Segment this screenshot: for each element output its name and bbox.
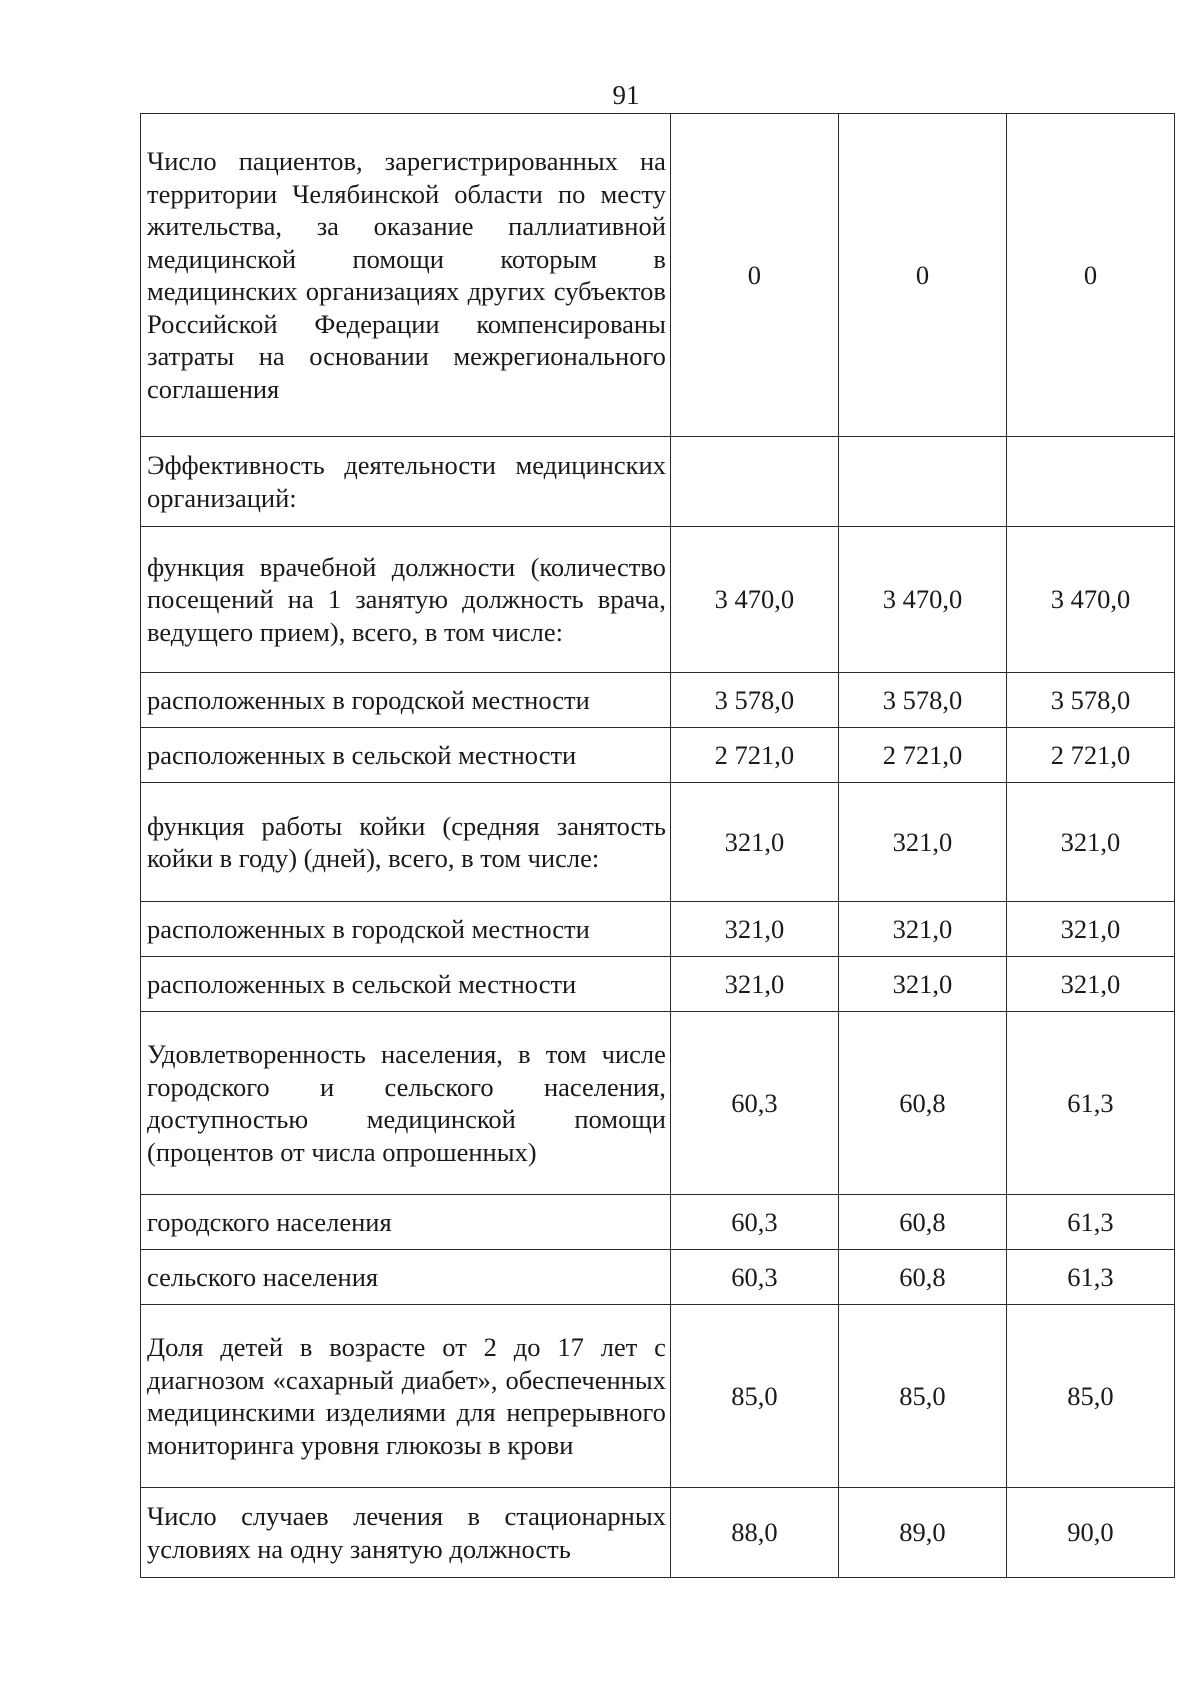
- table-row: [141, 1012, 1175, 1195]
- row-value-1: 321,0: [670, 902, 838, 957]
- row-value-2: 0: [838, 114, 1006, 437]
- table-row: [141, 527, 1175, 673]
- row-value-3: 61,3: [1006, 1250, 1174, 1305]
- row-value-2: 60,8: [838, 1012, 1006, 1195]
- row-value-1: 3 578,0: [670, 673, 838, 728]
- table-row: [141, 114, 1175, 437]
- row-value-2: 3 578,0: [838, 673, 1006, 728]
- row-value-1: 85,0: [670, 1305, 838, 1488]
- row-value-1: [670, 437, 838, 527]
- row-value-1: 60,3: [670, 1250, 838, 1305]
- table-row: [141, 902, 1175, 957]
- row-label: Число случаев лечения в стационарных условиях на одну занятую должность: [141, 1488, 671, 1578]
- row-value-2: 321,0: [838, 902, 1006, 957]
- row-value-3: [1006, 437, 1174, 527]
- row-value-2: 85,0: [838, 1305, 1006, 1488]
- row-label: расположенных в городской местности: [141, 902, 671, 957]
- row-label: городского населения: [141, 1195, 671, 1250]
- row-value-3: 3 470,0: [1006, 527, 1174, 673]
- row-value-3: 0: [1006, 114, 1174, 437]
- row-label: Эффективность деятельности медицинских организаций:: [141, 437, 671, 527]
- row-value-2: 321,0: [838, 957, 1006, 1012]
- row-value-2: [838, 437, 1006, 527]
- table-row: [141, 437, 1175, 527]
- row-value-2: 60,8: [838, 1250, 1006, 1305]
- row-label: расположенных в сельской местности: [141, 957, 671, 1012]
- table-row: [141, 728, 1175, 783]
- table-row: [141, 957, 1175, 1012]
- row-value-1: 3 470,0: [670, 527, 838, 673]
- row-label: расположенных в сельской местности: [141, 728, 671, 783]
- indicator-table: [140, 113, 1175, 1578]
- row-value-3: 90,0: [1006, 1488, 1174, 1578]
- row-label: сельского населения: [141, 1250, 671, 1305]
- page-number: 91: [612, 80, 640, 110]
- row-label: Доля детей в возрасте от 2 до 17 лет с диагнозом «сахарный диабет», обеспеченных медицинскими изделиями для непрерывного мониторинга уровня глюкозы в крови: [141, 1305, 671, 1488]
- row-value-2: 321,0: [838, 783, 1006, 902]
- row-value-1: 0: [670, 114, 838, 437]
- row-value-3: 61,3: [1006, 1012, 1174, 1195]
- row-value-2: 2 721,0: [838, 728, 1006, 783]
- table-row: [141, 1305, 1175, 1488]
- row-label: функция работы койки (средняя занятость койки в году) (дней), всего, в том числе:: [141, 783, 671, 902]
- row-value-3: 321,0: [1006, 902, 1174, 957]
- row-value-2: 3 470,0: [838, 527, 1006, 673]
- table-row: [141, 673, 1175, 728]
- row-label: Удовлетворенность населения, в том числе городского и сельского населения, доступностью медицинской помощи (процентов от числа опрошенных): [141, 1012, 671, 1195]
- row-label: Число пациентов, зарегистрированных на территории Челябинской области по месту жительства, за оказание паллиативной медицинской помощи которым в медицинских организациях других субъектов Российской Федерации компенсированы затраты на основании межрегионального соглашения: [141, 114, 671, 437]
- row-value-2: 60,8: [838, 1195, 1006, 1250]
- row-value-1: 60,3: [670, 1012, 838, 1195]
- row-value-2: 89,0: [838, 1488, 1006, 1578]
- row-value-3: 61,3: [1006, 1195, 1174, 1250]
- row-value-1: 88,0: [670, 1488, 838, 1578]
- row-value-1: 321,0: [670, 957, 838, 1012]
- row-value-3: 321,0: [1006, 957, 1174, 1012]
- table-row: [141, 1488, 1175, 1578]
- row-value-3: 85,0: [1006, 1305, 1174, 1488]
- row-value-1: 321,0: [670, 783, 838, 902]
- table-row: [141, 783, 1175, 902]
- row-value-1: 2 721,0: [670, 728, 838, 783]
- row-value-3: 2 721,0: [1006, 728, 1174, 783]
- table-row: [141, 1195, 1175, 1250]
- row-value-1: 60,3: [670, 1195, 838, 1250]
- row-label: расположенных в городской местности: [141, 673, 671, 728]
- table-row: [141, 1250, 1175, 1305]
- row-value-3: 321,0: [1006, 783, 1174, 902]
- row-label: функция врачебной должности (количество посещений на 1 занятую должность врача, ведущего прием), всего, в том числе:: [141, 527, 671, 673]
- row-value-3: 3 578,0: [1006, 673, 1174, 728]
